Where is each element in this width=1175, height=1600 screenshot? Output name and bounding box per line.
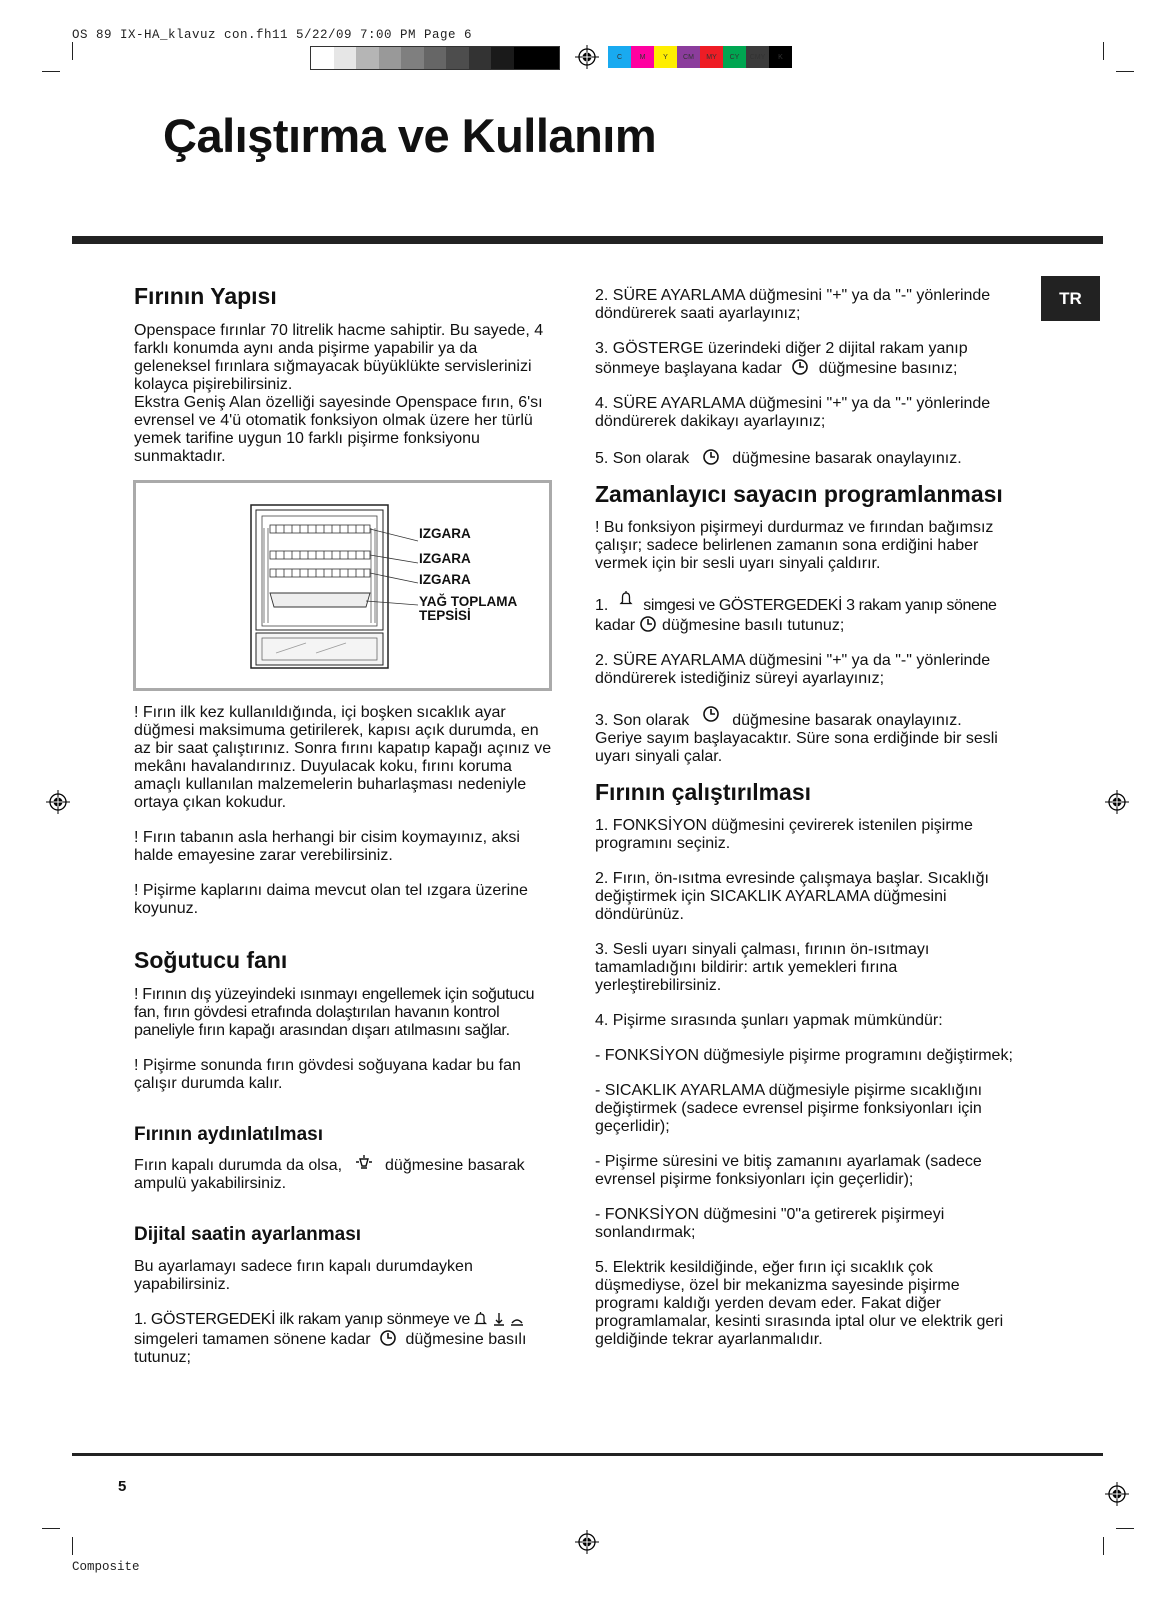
section-heading: Fırının Yapısı xyxy=(134,283,277,309)
text: kadar xyxy=(595,617,636,634)
paragraph: 5. Elektrik kesildiğinde, eğer fırın içi sıcaklık çok düşmediyse, özel bir mekanizma sayesinde pişirme programı kaldığı yerden devam eder. Fakat diğer programlamalar, kesinti sırasında iptal olur ve elektrik geri geldiğinde tekrar ayarlanmalıdır. xyxy=(595,1259,1004,1348)
text: sönmeye başlayana kadar xyxy=(595,360,782,377)
clock-icon xyxy=(702,448,720,466)
grayscale-strip xyxy=(310,46,560,70)
clock-icon xyxy=(639,615,657,633)
registration-mark-icon xyxy=(1105,1482,1129,1506)
warning-paragraph: ! Pişirme sonunda fırın gövdesi soğuyana kadar bu fan çalışır durumda kalır. xyxy=(134,1057,521,1092)
cooking-end-icon xyxy=(492,1311,506,1327)
gray-swatch xyxy=(469,47,492,69)
composite-label: Composite xyxy=(72,1560,140,1574)
gray-swatch xyxy=(379,47,402,69)
crop-mark xyxy=(1116,71,1134,72)
paragraph xyxy=(134,1153,552,1193)
text: Geriye sayım başlayacaktır. Süre sona erdiğinde bir sesli uyarı sinyali çalar. xyxy=(595,730,998,765)
clock-icon xyxy=(702,705,720,723)
title-rule xyxy=(72,236,1103,244)
paragraph xyxy=(595,340,1015,378)
registration-mark-icon xyxy=(1105,790,1129,814)
crop-mark xyxy=(42,1528,60,1529)
cmyk-swatch: MY xyxy=(700,46,723,68)
text: düğmesine basılı tutunuz; xyxy=(661,617,845,634)
paragraph: Bu ayarlamayı sadece fırın kapalı durumdayken yapabilirsiniz. xyxy=(134,1258,473,1293)
paragraph: 3. Sesli uyarı sinyali çalması, fırının ön-ısıtmayı tamamladığını bildirir: artık yemekleri fırına yerleştirebilirsiniz. xyxy=(595,941,930,994)
registration-mark-icon xyxy=(575,1530,599,1554)
crop-mark xyxy=(1103,42,1104,60)
section-heading: Zamanlayıcı sayacın programlanması xyxy=(595,481,1003,507)
warning-paragraph: ! Pişirme kaplarını daima mevcut olan tel ızgara üzerine koyunuz. xyxy=(134,882,528,917)
diagram-label-drip-tray: TEPSİSİ xyxy=(419,608,471,623)
cmyk-swatch: CMY xyxy=(746,46,769,68)
paragraph: 2. Fırın, ön-ısıtma evresinde çalışmaya başlar. Sıcaklığı değiştirmek için SICAKLIK AYARLAMA düğmesini döndürünüz. xyxy=(595,870,989,923)
registration-mark-icon xyxy=(575,45,599,69)
gray-swatch xyxy=(514,47,537,69)
section-heading: Dijital saatin ayarlanması xyxy=(134,1224,362,1245)
right-column xyxy=(595,287,1015,1349)
warning-paragraph: ! Bu fonksiyon pişirmeyi durdurmaz ve fırından bağımsız çalışır; sadece belirlenen zamanın sona erdiğini haber vermek için bir sesli uyarı sinyali çaldırır. xyxy=(595,519,994,572)
paragraph: - FONKSİYON düğmesiyle pişirme programını değiştirmek; xyxy=(595,1047,1013,1064)
paragraph: - SICAKLIK AYARLAMA düğmesiyle pişirme sıcaklığını değiştirmek (sadece evrensel pişirme fonksiyonları için geçerlidir); xyxy=(595,1082,983,1135)
page-title: Çalıştırma ve Kullanım xyxy=(163,109,657,162)
paragraph: 2. SÜRE AYARLAMA düğmesini "+" ya da "-" yönlerinde döndürerek saati ayarlayınız; xyxy=(595,287,991,322)
gray-swatch xyxy=(356,47,379,69)
text: 1. xyxy=(595,597,609,614)
crop-mark xyxy=(72,1537,73,1555)
text: düğmesine basarak xyxy=(385,1157,525,1174)
cmyk-swatch: CY xyxy=(723,46,746,68)
warning-paragraph: ! Fırın ilk kez kullanıldığında, içi boşken sıcaklık ayar düğmesi maksimuma getirilerek, kapısı açık durumda, en az bir saat çalıştırınız. Sonra fırını kapatıp kapağı açınız ve mekânı havalandırınız. Duyulacak koku, fırını koruma amaçlı kullanılan malzemelerin buharlaşması nedeniyle ortaya çıkan kokudur. xyxy=(134,704,552,811)
warning-paragraph: ! Fırının dış yüzeyindeki ısınmayı engellemek için soğutucu fan, fırın gövdesi etrafında dolaştırılan havanın kontrol paneliyle fırın kapağı arasından dışarı atılmasını sağlar. xyxy=(134,986,535,1039)
gray-swatch xyxy=(424,47,447,69)
diagram-label-grill: IZGARA xyxy=(419,551,471,566)
paragraph: 4. SÜRE AYARLAMA düğmesini "+" ya da "-" yönlerinde döndürerek dakikayı ayarlayınız; xyxy=(595,395,991,430)
paragraph: 4. Pişirme sırasında şunları yapmak mümkündür: xyxy=(595,1012,943,1029)
diagram-label-drip-tray: YAĞ TOPLAMA xyxy=(419,594,518,609)
paragraph: - FONKSİYON düğmesini "0"a getirerek pişirmeyi sonlandırmak; xyxy=(595,1206,945,1241)
paragraph: Openspace fırınlar 70 litrelik hacme sahiptir. Bu sayede, 4 farklı konumda aynı anda pişirme yapabilir ya da geleneksel fırınlara sığmayacak büyüklükte servislerinizi kolayca pişirebilirsiniz. xyxy=(134,322,544,393)
paragraph xyxy=(595,590,1015,635)
gray-swatch xyxy=(536,47,559,69)
text: simgeleri tamamen sönene kadar xyxy=(134,1331,371,1348)
gray-swatch xyxy=(334,47,357,69)
paragraph xyxy=(134,1311,552,1367)
left-column xyxy=(134,283,552,466)
lamp-icon xyxy=(353,1153,375,1173)
paragraph: Ekstra Geniş Alan özelliği sayesinde Openspace fırın, 6'sı evrensel ve 4'ü otomatik fonksiyon olmak üzere her türlü yemek tarifine uygun 10 farklı pişirme fonksiyonu sunmaktadır. xyxy=(134,394,543,465)
cmyk-swatch: M xyxy=(631,46,654,68)
text: tutunuz; xyxy=(134,1349,191,1366)
gray-swatch xyxy=(446,47,469,69)
cmyk-swatch: C xyxy=(608,46,631,68)
left-column-lower xyxy=(134,704,552,1367)
text: ampulü yakabilirsiniz. xyxy=(134,1175,287,1192)
diagram-label-grill: IZGARA xyxy=(419,526,471,541)
text: simgesi ve GÖSTERGEDEKİ 3 rakam yanıp sönene xyxy=(643,597,997,614)
bell-icon xyxy=(474,1311,487,1327)
text: düğmesine basarak onaylayınız. xyxy=(732,450,962,467)
paragraph: 1. FONKSİYON düğmesini çevirerek istenilen pişirme programını seçiniz. xyxy=(595,817,973,852)
text: düğmesine basılı xyxy=(405,1331,527,1348)
text: 5. Son olarak xyxy=(595,450,690,467)
crop-mark xyxy=(42,71,60,72)
gray-swatch xyxy=(311,47,334,69)
clock-icon xyxy=(791,358,809,376)
cmyk-swatch: Y xyxy=(654,46,677,68)
cmyk-strip xyxy=(608,46,792,68)
footer-rule xyxy=(72,1453,1103,1456)
paragraph xyxy=(595,448,1015,468)
file-info: OS 89 IX-HA_klavuz con.fh11 5/22/09 7:00 PM Page 6 xyxy=(72,28,473,42)
crop-mark xyxy=(72,42,73,60)
bell-icon xyxy=(619,590,633,608)
section-heading: Soğutucu fanı xyxy=(134,947,288,973)
cooking-duration-icon xyxy=(510,1311,524,1327)
warning-paragraph: ! Fırın tabanın asla herhangi bir cisim koymayınız, aksi halde emayesine zarar verebilirsiniz. xyxy=(134,829,520,864)
gray-swatch xyxy=(491,47,514,69)
text: 1. GÖSTERGEDEKİ ilk rakam yanıp sönmeye ve xyxy=(134,1311,470,1328)
section-heading: Fırının aydınlatılması xyxy=(134,1124,323,1145)
paragraph: 2. SÜRE AYARLAMA düğmesini "+" ya da "-" yönlerinde döndürerek istediğiniz süreyi ayarlayınız; xyxy=(595,652,991,687)
diagram-label-grill: IZGARA xyxy=(419,572,471,587)
text: Fırın kapalı durumda da olsa, xyxy=(134,1157,343,1174)
text: 3. Son olarak xyxy=(595,712,690,729)
clock-icon xyxy=(379,1329,397,1347)
registration-mark-icon xyxy=(46,790,70,814)
text: 3. GÖSTERGE üzerindeki diğer 2 dijital rakam yanıp xyxy=(595,340,968,357)
paragraph: - Pişirme süresini ve bitiş zamanını ayarlamak (sadece evrensel pişirme fonksiyonları için geçerlidir); xyxy=(595,1153,982,1188)
crop-mark xyxy=(1103,1537,1104,1555)
oven-illustration xyxy=(136,483,549,688)
cmyk-swatch: CM xyxy=(677,46,700,68)
crop-mark xyxy=(1116,1528,1134,1529)
gray-swatch xyxy=(401,47,424,69)
page-number: 5 xyxy=(118,1478,127,1495)
grill-rack xyxy=(270,525,370,533)
section-heading: Fırının çalıştırılması xyxy=(595,779,812,805)
text: düğmesine basarak onaylayınız. xyxy=(732,712,962,729)
paragraph xyxy=(595,705,1015,766)
text: düğmesine basınız; xyxy=(818,360,958,377)
oven-diagram xyxy=(133,480,552,691)
cmyk-swatch: K xyxy=(769,46,792,68)
language-badge: TR xyxy=(1041,276,1100,321)
